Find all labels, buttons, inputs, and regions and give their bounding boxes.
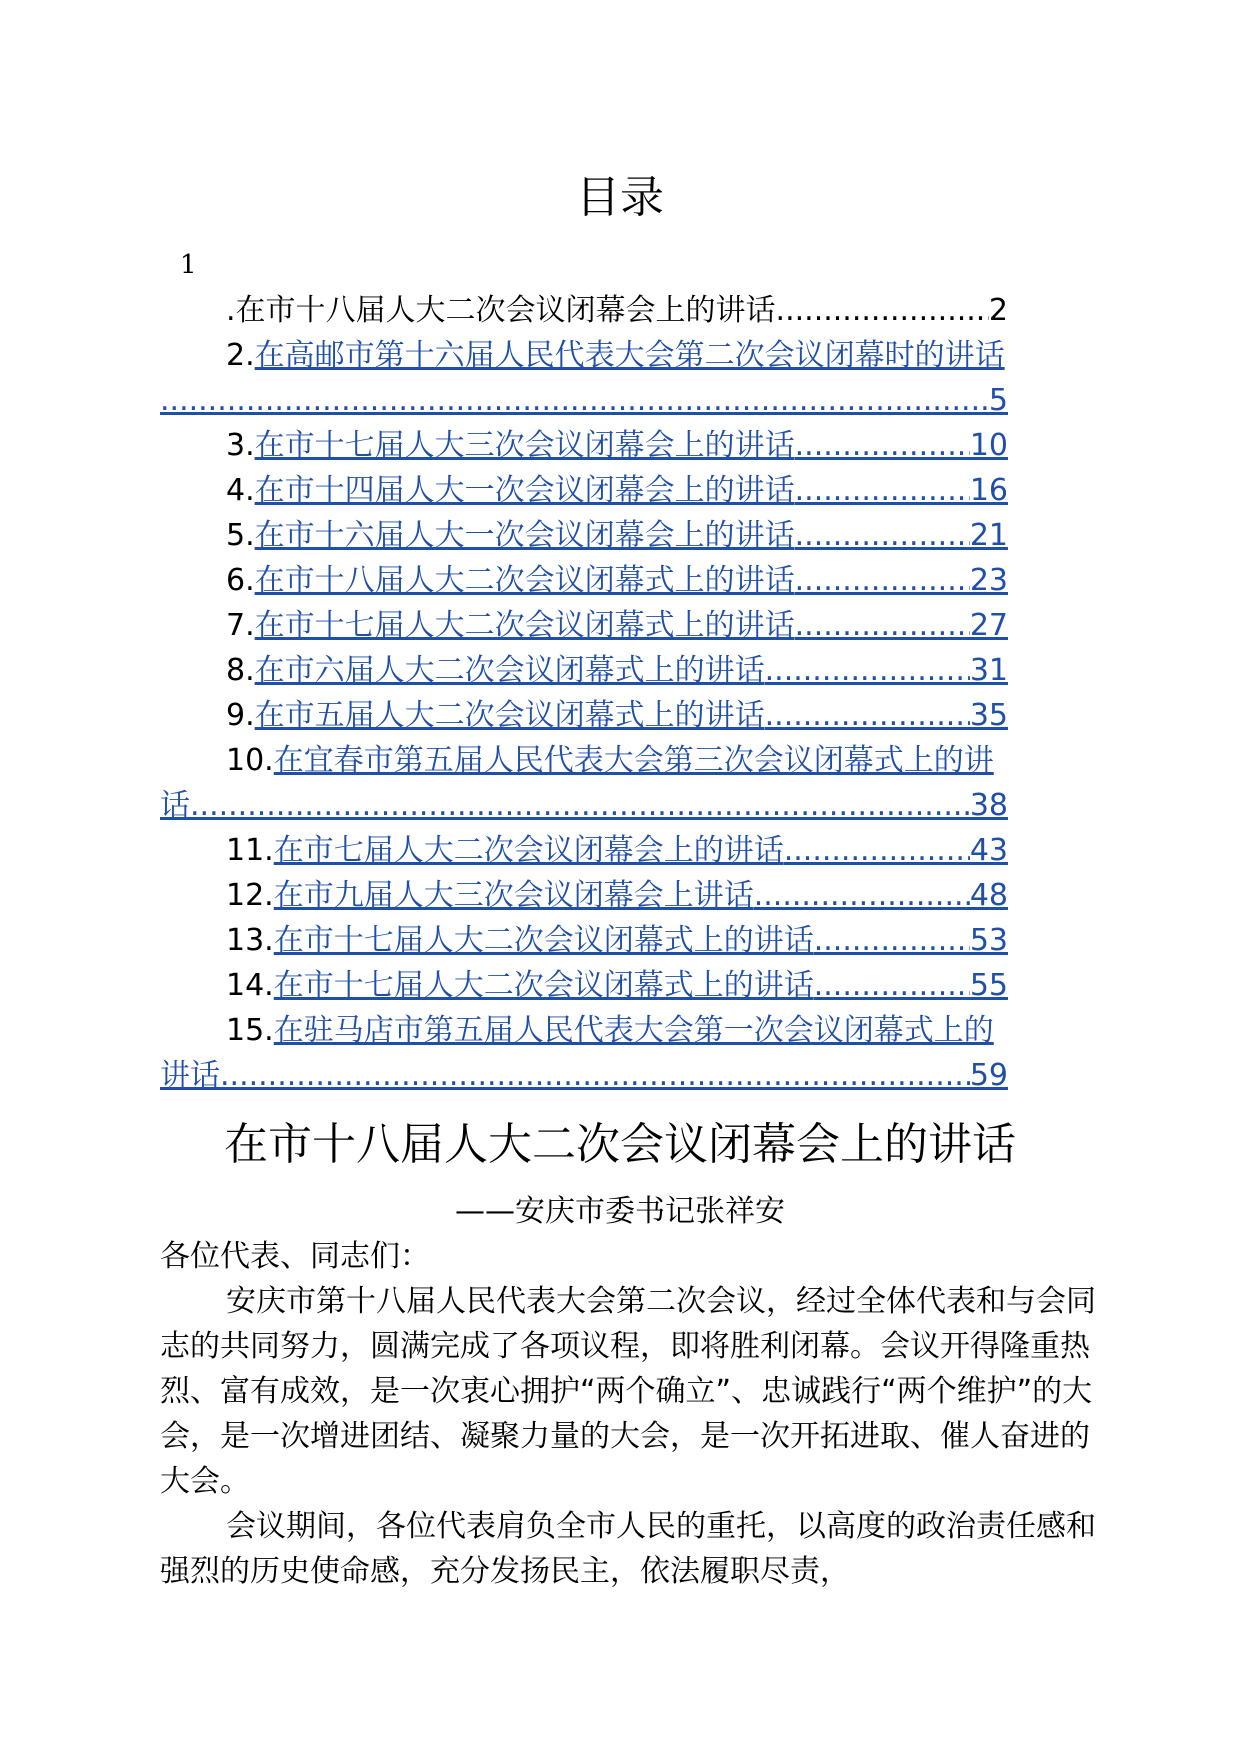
toc-page-number[interactable]: 59 bbox=[969, 1058, 1008, 1093]
toc-title: 目录 bbox=[576, 172, 664, 223]
toc-page-number[interactable]: 23 bbox=[969, 563, 1008, 598]
toc-entry-title[interactable]: 在市十六届人大一次会议闭幕会上的讲话 bbox=[254, 518, 795, 553]
toc-entry-title[interactable]: 在市五届人大二次会议闭幕式上的讲话 bbox=[254, 698, 765, 733]
toc-dot-leader bbox=[795, 603, 970, 648]
toc-dot-leader bbox=[765, 693, 970, 738]
toc-entry-title: .在市十八届人大二次会议闭幕会上的讲话 bbox=[226, 293, 776, 328]
toc-entry-title[interactable]: 在市十七届人大三次会议闭幕会上的讲话 bbox=[254, 428, 795, 463]
toc-page-number[interactable]: 35 bbox=[969, 698, 1008, 733]
toc-entry-title[interactable]: 在市十七届人大二次会议闭幕式上的讲话 bbox=[273, 923, 814, 958]
toc-entry-title[interactable]: 在市七届人大二次会议闭幕会上的讲话 bbox=[273, 833, 784, 868]
toc-entry[interactable] bbox=[160, 693, 1090, 738]
toc-dot-leader bbox=[795, 423, 970, 468]
toc-entry[interactable] bbox=[160, 963, 1090, 1008]
toc-entry[interactable] bbox=[160, 828, 1090, 873]
toc-entry[interactable] bbox=[160, 603, 1090, 648]
toc-entry[interactable] bbox=[160, 423, 1090, 468]
toc-dot-leader bbox=[776, 288, 989, 333]
toc-entry[interactable] bbox=[160, 558, 1090, 603]
table-of-contents bbox=[160, 288, 1090, 1098]
toc-entry-title-tail[interactable]: 讲话 bbox=[160, 1058, 220, 1093]
toc-entry-title[interactable]: 在市六届人大二次会议闭幕式上的讲话 bbox=[254, 653, 765, 688]
article-body bbox=[160, 1234, 1110, 1594]
toc-dot-leader bbox=[795, 513, 970, 558]
article-title: 在市十八届人大二次会议闭幕会上的讲话 bbox=[224, 1119, 1016, 1170]
toc-entry[interactable] bbox=[160, 468, 1090, 513]
toc-entry-number: 14. bbox=[226, 968, 274, 1003]
toc-dot-leader bbox=[220, 1053, 970, 1098]
toc-dot-leader bbox=[190, 783, 970, 828]
toc-dot-leader bbox=[795, 558, 970, 603]
toc-dot-leader bbox=[784, 828, 970, 873]
toc-page-number[interactable]: 5 bbox=[988, 383, 1008, 418]
toc-marker: 1 bbox=[180, 250, 197, 280]
toc-dot-leader bbox=[765, 648, 970, 693]
toc-entry-title-tail[interactable]: 话 bbox=[160, 788, 190, 823]
toc-entry-number: 6. bbox=[226, 563, 255, 598]
toc-entry-title[interactable]: 在宜春市第五届人民代表大会第三次会议闭幕式上的讲 bbox=[273, 743, 994, 778]
toc-page-number[interactable]: 38 bbox=[969, 788, 1008, 823]
toc-page-number[interactable]: 10 bbox=[969, 428, 1008, 463]
toc-entry-title[interactable]: 在市十七届人大二次会议闭幕式上的讲话 bbox=[273, 968, 814, 1003]
toc-page-number[interactable]: 48 bbox=[969, 878, 1008, 913]
toc-entry-number: 7. bbox=[226, 608, 255, 643]
salutation: 各位代表、同志们： bbox=[160, 1239, 430, 1274]
toc-page-number[interactable]: 27 bbox=[969, 608, 1008, 643]
toc-dot-leader bbox=[814, 963, 970, 1008]
paragraph: 会议期间，各位代表肩负全市人民的重托，以高度的政治责任感和强烈的历史使命感，充分发扬民主，依法履职尽责， bbox=[160, 1509, 1096, 1589]
toc-entry-title[interactable]: 在市十四届人大一次会议闭幕会上的讲话 bbox=[254, 473, 795, 508]
toc-entry-number: 15. bbox=[226, 1013, 274, 1048]
toc-entry[interactable] bbox=[160, 873, 1090, 918]
toc-page-number[interactable]: 43 bbox=[969, 833, 1008, 868]
toc-dot-leader bbox=[754, 873, 970, 918]
toc-entry[interactable] bbox=[160, 648, 1090, 693]
toc-entry-number: 8. bbox=[226, 653, 255, 688]
toc-page-number: 2 bbox=[988, 293, 1008, 328]
toc-entry-number: 11. bbox=[226, 833, 274, 868]
toc-page-number[interactable]: 21 bbox=[969, 518, 1008, 553]
toc-entry[interactable] bbox=[160, 513, 1090, 558]
toc-page-number[interactable]: 55 bbox=[969, 968, 1008, 1003]
toc-entry-number: 10. bbox=[226, 743, 274, 778]
toc-page-number[interactable]: 53 bbox=[969, 923, 1008, 958]
toc-entry-number: 4. bbox=[226, 473, 255, 508]
toc-entry bbox=[160, 288, 1090, 333]
toc-dot-leader bbox=[160, 378, 989, 423]
toc-entry-number: 2. bbox=[226, 338, 255, 373]
toc-entry[interactable] bbox=[160, 1008, 1090, 1098]
toc-entry-number: 9. bbox=[226, 698, 255, 733]
toc-entry-number: 13. bbox=[226, 923, 274, 958]
toc-entry[interactable] bbox=[160, 333, 1090, 423]
toc-entry-title[interactable]: 在市十八届人大二次会议闭幕式上的讲话 bbox=[254, 563, 795, 598]
toc-entry-number: 5. bbox=[226, 518, 255, 553]
article-author: ——安庆市委书记张祥安 bbox=[455, 1194, 785, 1229]
toc-page-number[interactable]: 16 bbox=[969, 473, 1008, 508]
paragraph: 安庆市第十八届人民代表大会第二次会议，经过全体代表和与会同志的共同努力，圆满完成了各项议程，即将胜利闭幕。会议开得隆重热烈、富有成效，是一次衷心拥护“两个确立”、忠诚践行“两个维护”的大会，是一次增进团结、凝聚力量的大会，是一次开拓进取、催人奋进的大会。 bbox=[160, 1284, 1096, 1499]
toc-entry-title[interactable]: 在高邮市第十六届人民代表大会第二次会议闭幕时的讲话 bbox=[254, 338, 1005, 373]
toc-entry-title[interactable]: 在市十七届人大二次会议闭幕式上的讲话 bbox=[254, 608, 795, 643]
toc-dot-leader bbox=[814, 918, 970, 963]
toc-entry-number: 3. bbox=[226, 428, 255, 463]
toc-entry[interactable] bbox=[160, 738, 1090, 828]
toc-page-number[interactable]: 31 bbox=[969, 653, 1008, 688]
toc-dot-leader bbox=[795, 468, 970, 513]
toc-entry[interactable] bbox=[160, 918, 1090, 963]
toc-entry-title[interactable]: 在驻马店市第五届人民代表大会第一次会议闭幕式上的 bbox=[273, 1013, 994, 1048]
toc-entry-title[interactable]: 在市九届人大三次会议闭幕会上讲话 bbox=[273, 878, 754, 913]
toc-entry-number: 12. bbox=[226, 878, 274, 913]
